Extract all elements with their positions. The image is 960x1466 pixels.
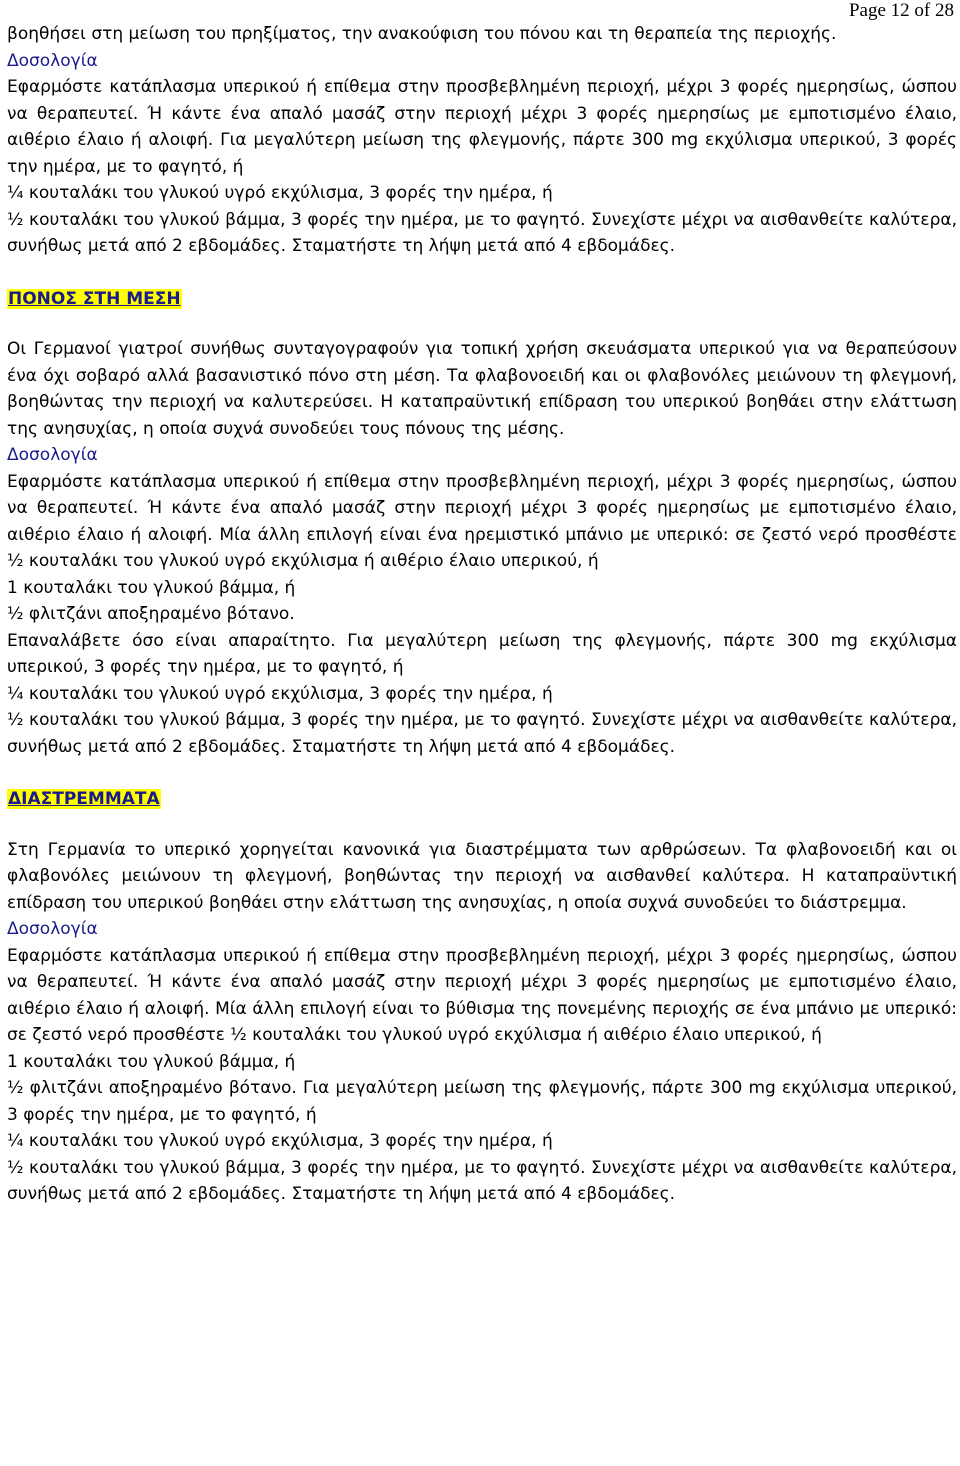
intro-paragraph-3: ½ κουταλάκι του γλυκού βάμμα, 3 φορές την ημέρα, με το φαγητό. Συνεχίστε μέχρι να αισθανθείτε καλύτερα, συνήθως μετά από 2 εβδομάδες. Σταματήστε τη λήψη μετά από 4 εβδομάδες. [7,209,957,256]
back-pain-heading-text: ΠΟΝΟΣ ΣΤΗ ΜΕΣΗ [8,288,181,309]
sprains-paragraph-1: Στη Γερμανία το υπερικό χορηγείται κανονικά για διαστρέμματα των αρθρώσεων. Τα φλαβονοειδή και οι φλαβονόλες μειώνουν τη φλεγμονή, βοηθώντας την περιοχή να αισθανθεί καλύτερα. Η καταπραϋντική επίδραση του υπερικού βοηθάει στην ελάττωση της ανησυχίας, η οποία συχνά συνοδεύει το διάστρεμμα. [7,839,957,913]
intro-dosage-label: Δοσολογία [7,50,98,71]
sprains-line-1: 1 κουταλάκι του γλυκού βάμμα, ή [7,1051,296,1072]
document-body [7,21,957,1208]
intro-line-1: ¼ κουταλάκι του γλυκού υγρό εκχύλισμα, 3 φορές την ημέρα, ή [7,183,553,203]
back-pain-paragraph-1: Οι Γερμανοί γιατροί συνήθως συνταγογραφούν για τοπική χρήση σκευάσματα υπερικού για να θεραπεύσουν ένα όχι σοβαρό αλλά βασανιστικό πόνο στη μέση. Τα φλαβονοειδή και οι φλαβονόλες μειώνουν τη φλεγμονή, βοηθώντας την περιοχή να καλυτερεύσει. Η καταπραϋντική επίδραση του υπερικού βοηθάει στην ελάττωση της ανησυχίας, η οποία συχνά συνοδεύει τους πόνους της μέσης. [7,339,957,439]
sprains-dosage-label: Δοσολογία [7,919,98,939]
back-pain-paragraph-4: ½ κουταλάκι του γλυκού βάμμα, 3 φορές την ημέρα, με το φαγητό. Συνεχίστε μέχρι να αισθανθείτε καλύτερα, συνήθως μετά από 2 εβδομάδες. Σταματήστε τη λήψη μετά από 4 εβδομάδες. [7,710,957,757]
back-pain-line-2: ½ φλιτζάνι αποξηραμένο βότανο. [7,604,295,624]
intro-paragraph-1: βοηθήσει στη μείωση του πρηξίματος, την ανακούφιση του πόνου και τη θεραπεία της περιοχής. [7,24,837,44]
sprains-paragraph-3: ½ φλιτζάνι αποξηραμένο βότανο. Για μεγαλύτερη μείωση της φλεγμονής, πάρτε 300 mg εκχύλισμα υπερικού, 3 φορές την ημέρα, με το φαγητό, ή [7,1078,957,1125]
back-pain-dosage-label: Δοσολογία [7,445,98,465]
page-number: Page 12 of 28 [848,0,954,21]
sprains-heading-text: ΔΙΑΣΤΡΕΜΜΑΤΑ [8,789,160,809]
intro-paragraph-2: Εφαρμόστε κατάπλασμα υπερικού ή επίθεμα στην προσβεβλημένη περιοχή, μέχρι 3 φορές ημερησίως, ώσπου να θεραπευτεί. Ή κάντε ένα απαλό μασάζ στην περιοχή μέχρι 3 φορές ημερησίως με εμποτισμένο έλαιο, αιθέριο έλαιο ή αλοιφή. Για μεγαλύτερη μείωση της φλεγμονής, πάρτε 300 mg εκχύλισμα υπερικού, 3 φορές την ημέρα, με το φαγητό, ή [7,77,957,177]
back-pain-heading [7,286,957,313]
back-pain-line-1: 1 κουταλάκι του γλυκού βάμμα, ή [7,577,296,598]
sprains-paragraph-2: Εφαρμόστε κατάπλασμα υπερικού ή επίθεμα στην προσβεβλημένη περιοχή, μέχρι 3 φορές ημερησίως, ώσπου να θεραπευτεί. Ή κάντε ένα απαλό μασάζ στην περιοχή μέχρι 3 φορές ημερησίως με εμποτισμένο έλαιο, αιθέριο έλαιο ή αλοιφή. Μία άλλη επιλογή είναι το βύθισμα της πονεμένης περιοχής σε ένα μπάνιο με υπερικό: σε ζεστό νερό προσθέστε ½ κουταλάκι του γλυκού υγρό εκχύλισμα ή αιθέριο έλαιο υπερικού, ή [7,945,957,1045]
sprains-paragraph-4: ½ κουταλάκι του γλυκού βάμμα, 3 φορές την ημέρα, με το φαγητό. Συνεχίστε μέχρι να αισθανθείτε καλύτερα, συνήθως μετά από 2 εβδομάδες. Σταματήστε τη λήψη μετά από 4 εβδομάδες. [7,1157,957,1204]
back-pain-line-3: ¼ κουταλάκι του γλυκού υγρό εκχύλισμα, 3 φορές την ημέρα, ή [7,683,553,704]
sprains-line-2: ¼ κουταλάκι του γλυκού υγρό εκχύλισμα, 3 φορές την ημέρα, ή [7,1131,553,1151]
back-pain-paragraph-2: Εφαρμόστε κατάπλασμα υπερικού ή επίθεμα στην προσβεβλημένη περιοχή, μέχρι 3 φορές ημερησίως, ώσπου να θεραπευτεί. Ή κάντε ένα απαλό μασάζ στην περιοχή μέχρι 3 φορές ημερησίως με εμποτισμένο έλαιο, αιθέριο έλαιο ή αλοιφή. Μία άλλη επιλογή είναι ένα ηρεμιστικό μπάνιο με υπερικό: σε ζεστό νερό προσθέστε ½ κουταλάκι του γλυκού υγρό εκχύλισμα ή αιθέριο έλαιο υπερικού, ή [7,471,957,571]
sprains-heading [7,786,957,813]
back-pain-paragraph-3: Επαναλάβετε όσο είναι απαραίτητο. Για μεγαλύτερη μείωση της φλεγμονής, πάρτε 300 mg εκχύλισμα υπερικού, 3 φορές την ημέρα, με το φαγητό, ή [7,630,957,677]
